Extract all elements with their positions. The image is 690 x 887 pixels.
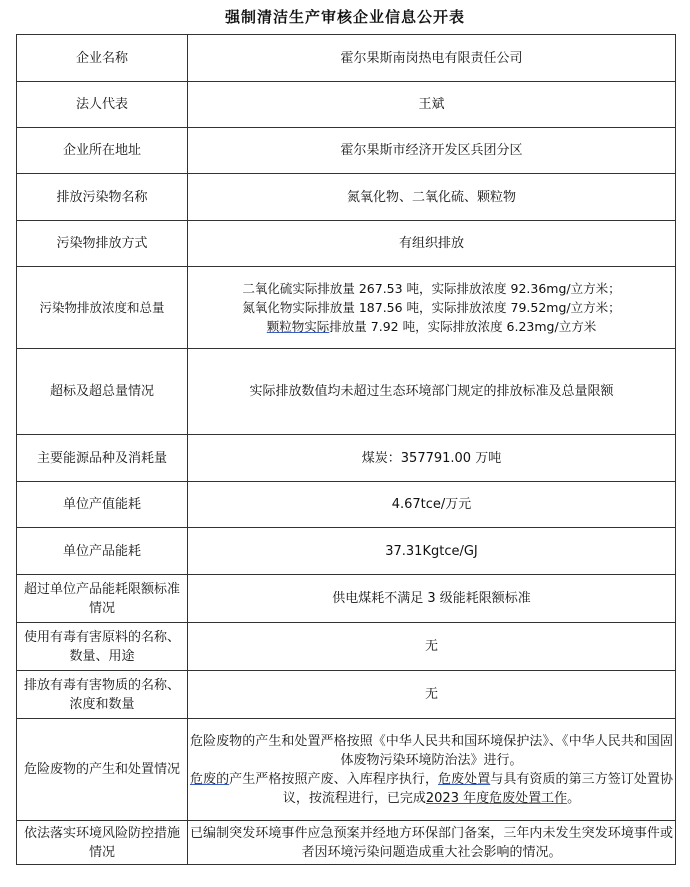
row-value: 4.67tce/万元 — [188, 482, 676, 528]
row-label-text: 使用有毒有害原料的名称、数量、用途 — [23, 629, 180, 664]
row-label — [17, 575, 188, 623]
table-row — [17, 82, 676, 128]
row-label: 排放污染物名称 — [17, 174, 188, 221]
row-value: 实际排放数值均未超过生态环境部门规定的排放标准及总量限额 — [188, 349, 676, 435]
underlined-text: 危废处置 — [438, 771, 491, 787]
row-value — [188, 267, 676, 349]
table-row — [17, 221, 676, 267]
row-label-text: 排放有毒有害物质的名称、浓度和数量 — [23, 677, 180, 712]
row-label — [17, 821, 188, 865]
hazard-para-1: 危险废物的产生和处置严格按照《中华人民共和国环境保护法》、《中华人民共和国固体废物污染环境防治法》进行。 — [190, 733, 673, 768]
row-label — [17, 719, 188, 821]
risk-text: 已编制突发环境事件应急预案并经地方环保部门备案，三年内未发生突发环境事件或者因环境污染问题造成重大社会影响的情况。 — [190, 825, 673, 860]
table-row — [17, 528, 676, 575]
hazard-para-2 — [190, 770, 673, 808]
emission-line: 氮氧化物实际排放量 187.56 吨，实际排放浓度 79.52mg/立方米； — [242, 300, 621, 315]
row-label: 法人代表 — [17, 82, 188, 128]
underlined-text: 2023 年度危废处置工作 — [425, 790, 568, 806]
underlined-text: 颗粒物实际 — [266, 319, 330, 334]
table-row — [17, 575, 676, 623]
row-value: 有组织排放 — [188, 221, 676, 267]
underlined-text: 危废的 — [190, 771, 230, 787]
info-table — [16, 34, 676, 865]
emission-text: 排放量 7.92 吨，实际排放浓度 6.23mg/立方米 — [329, 319, 597, 334]
table-row — [17, 349, 676, 435]
table-row — [17, 435, 676, 482]
emission-line — [190, 317, 673, 336]
row-value: 氮氧化物、二氧化硫、颗粒物 — [188, 174, 676, 221]
table-row — [17, 174, 676, 221]
hazard-text: 产生严格按照产废、入库程序执行， — [229, 771, 439, 787]
table-row — [17, 128, 676, 174]
row-label-text: 超过单位产品能耗限额标准情况 — [23, 581, 180, 616]
row-label-text: 危险废物的产生和处置情况 — [23, 762, 180, 777]
row-value: 煤炭：357791.00 万吨 — [188, 435, 676, 482]
table-row — [17, 821, 676, 865]
emission-line: 二氧化硫实际排放量 267.53 吨，实际排放浓度 92.36mg/立方米； — [242, 281, 621, 296]
row-value: 霍尔果斯南岗热电有限责任公司 — [188, 35, 676, 82]
row-label: 单位产品能耗 — [17, 528, 188, 575]
table-row — [17, 267, 676, 349]
table-row — [17, 482, 676, 528]
table-row — [17, 35, 676, 82]
table-row — [17, 671, 676, 719]
row-label: 企业所在地址 — [17, 128, 188, 174]
row-label: 单位产值能耗 — [17, 482, 188, 528]
row-label — [17, 671, 188, 719]
table-row — [17, 719, 676, 821]
hazard-text: 与具有资质的第三方签订处置协议，按流程进行，已完成 — [282, 771, 673, 806]
row-value — [188, 719, 676, 821]
row-value — [188, 821, 676, 865]
row-value: 无 — [188, 671, 676, 719]
row-value: 供电煤耗不满足 3 级能耗限额标准 — [188, 575, 676, 623]
row-label — [17, 623, 188, 671]
row-value: 无 — [188, 623, 676, 671]
row-label: 主要能源品种及消耗量 — [17, 435, 188, 482]
row-value: 王斌 — [188, 82, 676, 128]
row-label-text: 依法落实环境风险防控措施情况 — [23, 825, 180, 860]
row-label: 企业名称 — [17, 35, 188, 82]
row-label: 超标及超总量情况 — [17, 349, 188, 435]
page-title: 强制清洁生产审核企业信息公开表 — [224, 8, 465, 26]
row-label: 污染物排放浓度和总量 — [17, 267, 188, 349]
hazard-text: 。 — [567, 790, 581, 806]
row-label: 污染物排放方式 — [17, 221, 188, 267]
row-value: 霍尔果斯市经济开发区兵团分区 — [188, 128, 676, 174]
table-row — [17, 623, 676, 671]
row-value: 37.31Kgtce/GJ — [188, 528, 676, 575]
